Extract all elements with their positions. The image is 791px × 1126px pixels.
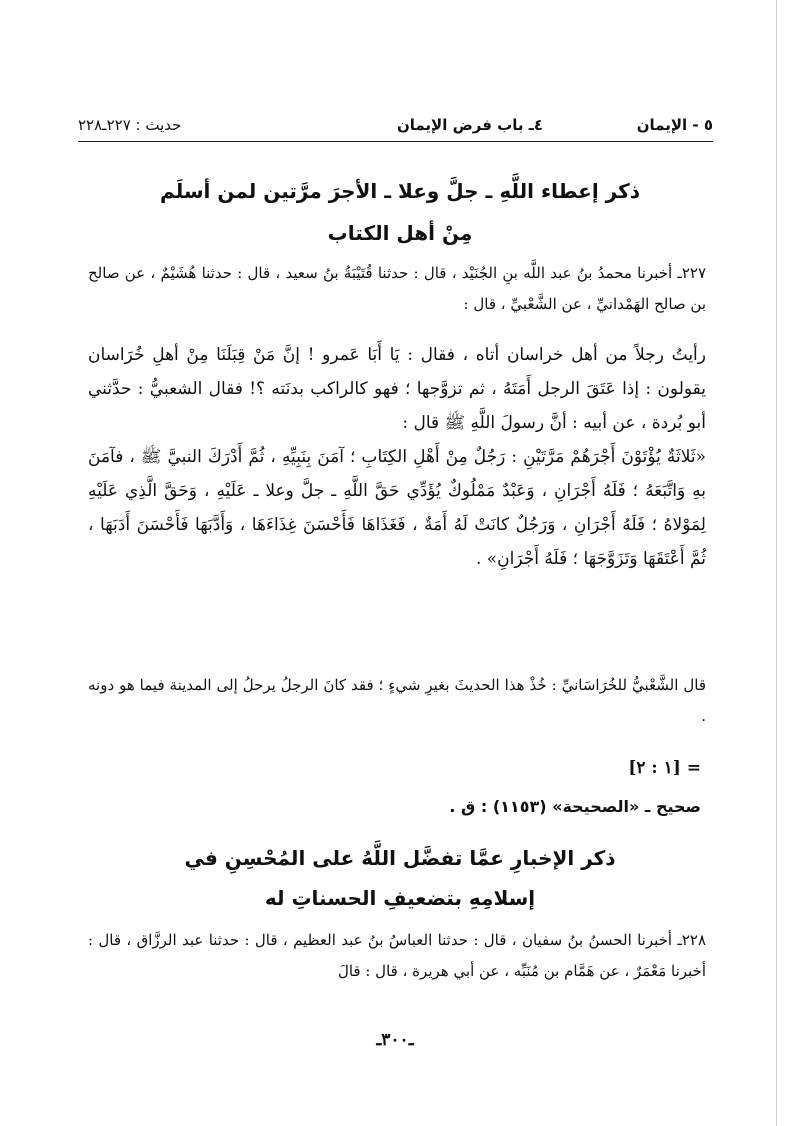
hadith-227-matn: «ثَلاثَةٌ يُؤْتَوْنَ أَجْرَهُمْ مَرَّتَيْنِ : رَجُلٌ مِنْ أَهْلِ الكِتَابِ ؛ آمَنَ بِنَبِيِّهِ ، ثُمَّ أَدْرَكَ النبيَّ ﷺ ، فآمَنَ بهِ وَاتَّبَعَهُ ؛ فَلَهُ أَجْرَانِ ، وَعَبْدٌ مَمْلُوكٌ يُؤَدِّي حَقَّ اللَّهِ ـ جلَّ وعلا ـ عَلَيْهِ ، وَحَقَّ الَّذِي عَلَيْهِ لِمَوْلاهُ ؛ فَلَهُ أَجْرَانِ ، وَرَجُلٌ كانَتْ لَهُ أَمَةٌ ، فَغَذَاهَا فَأَحْسَنَ غِذَاءَهَا ، وَأَدَّبَهَا فَأَحْسَنَ أَدَبَهَا ، ثُمَّ أَعْتَقَهَا وَتَزَوَّجَهَا ؛ فَلَهُ أَجْرَانِ» . (88, 447, 706, 569)
page-edge (776, 0, 777, 1126)
hadith-227-story: رأيتُ رجلاً من أهل خراسان أتاه ، فقال : يَا أَبَا عَمرو ! إنَّ مَنْ قِبَلَنَا مِنْ أهلِ خُرَاسان يقولون : إذا عَتَقَ الرجل أَمَتَهُ ، ثم تزوَّجها ؛ فهو كالراكب بدنَته ؟! فقال الشعبيُّ : حدَّثني أبو بُردة ، عن أبيه : أنَّ رسولَ اللَّهِ ﷺ قال : (88, 345, 706, 433)
chapter-title: ٥ - الإيمان (636, 116, 713, 134)
heading-2: ذكر الإخبارِ عمَّا تفضَّل اللَّهُ على المُحْسِنِ في إسلامِهِ بتضعيفِ الحسناتِ له (184, 846, 616, 910)
hadith-227-comment: قال الشَّعْبيُّ للخُرَاسَانيِّ : خُذْ هذا الحديثَ بغيرِ شيءٍ ؛ فقد كانَ الرجلُ يرحلُ إلى المدينة فيما هو دونه . (88, 676, 706, 725)
cross-reference: = [١ : ٢] (628, 758, 701, 778)
running-header (78, 110, 713, 140)
hadith-227-isnad: ٢٢٧ـ أخبرنا محمدُ بنُ عبد اللَّه بنِ الجُنَيْد ، قال : حدثنا قُتَيْبَةُ بنُ سعيد ، قال : حدثنا هُشَيْمٌ ، عن صالح بن صالح الهَمْدانيِّ ، عن الشَّعْبيِّ ، قال : (88, 264, 706, 313)
heading-1: ذكر إعطاء اللَّهِ ـ جلَّ وعلا ـ الأجرَ مرَّتين لمن أسلَم مِنْ أهل الكتاب (160, 179, 640, 245)
page-number: ـ٣٠٠ـ (376, 1030, 414, 1050)
section-title: ٤ـ باب فرض الإيمان (396, 116, 543, 134)
hadith-range: حديث : ٢٢٧ـ٢٢٨ (78, 116, 182, 134)
hadith-228-isnad: ٢٢٨ـ أخبرنا الحسنُ بنُ سفيان ، قال : حدثنا العباسُ بنُ عبد العظيم ، قال : حدثنا عبد الرزَّاق ، قال : أخبرنا مَعْمَرٌ ، عن هَمَّام بن مُنَبِّه ، عن أبي هريرة ، قال : قالَ (88, 931, 706, 980)
grading-note: صحيح ـ «الصحيحة» (١١٥٣) : ق . (449, 797, 701, 816)
header-rule (78, 141, 713, 142)
